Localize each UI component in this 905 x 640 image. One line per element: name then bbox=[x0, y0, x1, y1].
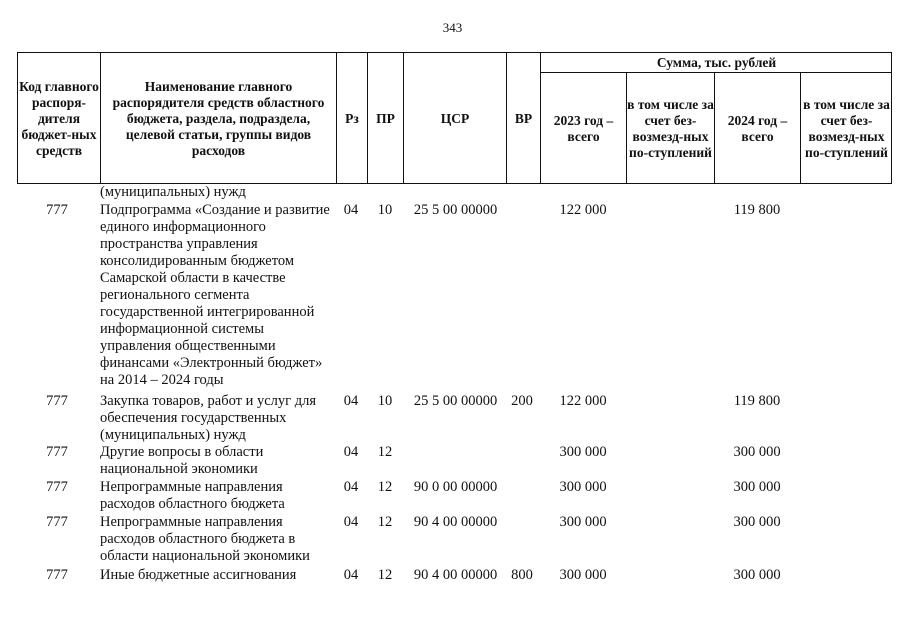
row-rz: 04 bbox=[343, 567, 359, 583]
header-2024-incl: в том числе за счет без-возмезд-ных по-ступлений bbox=[800, 72, 892, 184]
row-sum-2024: 119 800 bbox=[733, 393, 781, 409]
header-vr: ВР bbox=[506, 52, 540, 184]
header-2023-incl: в том числе за счет без-возмезд-ных по-ступлений bbox=[626, 72, 714, 184]
row-code: 777 bbox=[46, 479, 68, 495]
row-name: Непрограммные направления расходов областного бюджета в области национальной экономики bbox=[100, 514, 310, 564]
row-name: Закупка товаров, работ и услуг для обеспечения государственных (муниципальных) нужд bbox=[100, 393, 317, 443]
row-sum-2024: 119 800 bbox=[733, 202, 781, 218]
row-pr: 12 bbox=[377, 479, 393, 495]
row-csr: 90 0 00 00000 bbox=[413, 479, 498, 495]
row-rz: 04 bbox=[343, 514, 359, 530]
row-name: Непрограммные направления расходов областного бюджета bbox=[100, 479, 285, 512]
row-code: 777 bbox=[46, 444, 68, 460]
row-csr: 90 4 00 00000 bbox=[413, 567, 498, 583]
header-pr: ПР bbox=[367, 52, 403, 184]
row-name: Подпрограмма «Создание и развитие единого информационного пространства управления консолидированным бюджетом Самарской области в качестве регионального сегмента государственной интегрированной информационной системы управления общественными финансами «Электронный бюджет» на 2014 – 2024 годы bbox=[100, 202, 330, 388]
row-sum-2024: 300 000 bbox=[733, 444, 781, 460]
row-csr: 25 5 00 00000 bbox=[413, 202, 498, 218]
row-pr: 12 bbox=[377, 514, 393, 530]
row-code: 777 bbox=[46, 393, 68, 409]
row-pr: 10 bbox=[377, 202, 393, 218]
header-csr: ЦСР bbox=[403, 52, 506, 184]
header-2023-total: 2023 год – всего bbox=[540, 72, 626, 184]
row-sum-2023: 300 000 bbox=[559, 444, 607, 460]
table-header bbox=[17, 52, 892, 184]
header-name: Наименование главного распорядителя средств областного бюджета, раздела, подраздела, целевой статьи, группы видов расходов bbox=[100, 52, 336, 184]
row-name: Другие вопросы в области национальной экономики bbox=[100, 444, 264, 477]
row-pr: 12 bbox=[377, 567, 393, 583]
row-sum-2024: 300 000 bbox=[733, 479, 781, 495]
row-pr: 12 bbox=[377, 444, 393, 460]
row-sum-2023: 300 000 bbox=[559, 514, 607, 530]
row-rz: 04 bbox=[343, 393, 359, 409]
header-2024-total: 2024 год – всего bbox=[714, 72, 800, 184]
row-code: 777 bbox=[46, 514, 68, 530]
row-sum-2023: 122 000 bbox=[559, 202, 607, 218]
row-csr: 25 5 00 00000 bbox=[413, 393, 498, 409]
row-sum-2024: 300 000 bbox=[733, 567, 781, 583]
row-sum-2023: 300 000 bbox=[559, 479, 607, 495]
header-right-border bbox=[891, 52, 892, 184]
header-rz: Рз bbox=[336, 52, 367, 184]
header-code: Код главного распоря-дителя бюджет-ных средств bbox=[17, 52, 100, 184]
page-number: 343 bbox=[442, 20, 463, 35]
row-name: (муниципальных) нужд bbox=[100, 184, 246, 200]
row-code: 777 bbox=[46, 567, 68, 583]
row-vr: 800 bbox=[511, 567, 533, 583]
row-name: Иные бюджетные ассигнования bbox=[100, 567, 297, 583]
row-sum-2024: 300 000 bbox=[733, 514, 781, 530]
row-csr: 90 4 00 00000 bbox=[413, 514, 498, 530]
row-rz: 04 bbox=[343, 479, 359, 495]
row-pr: 10 bbox=[377, 393, 393, 409]
row-sum-2023: 300 000 bbox=[559, 567, 607, 583]
row-rz: 04 bbox=[343, 444, 359, 460]
row-rz: 04 bbox=[343, 202, 359, 218]
row-sum-2023: 122 000 bbox=[559, 393, 607, 409]
row-vr: 200 bbox=[511, 393, 533, 409]
row-code: 777 bbox=[46, 202, 68, 218]
header-sum: Сумма, тыс. рублей bbox=[540, 52, 892, 72]
